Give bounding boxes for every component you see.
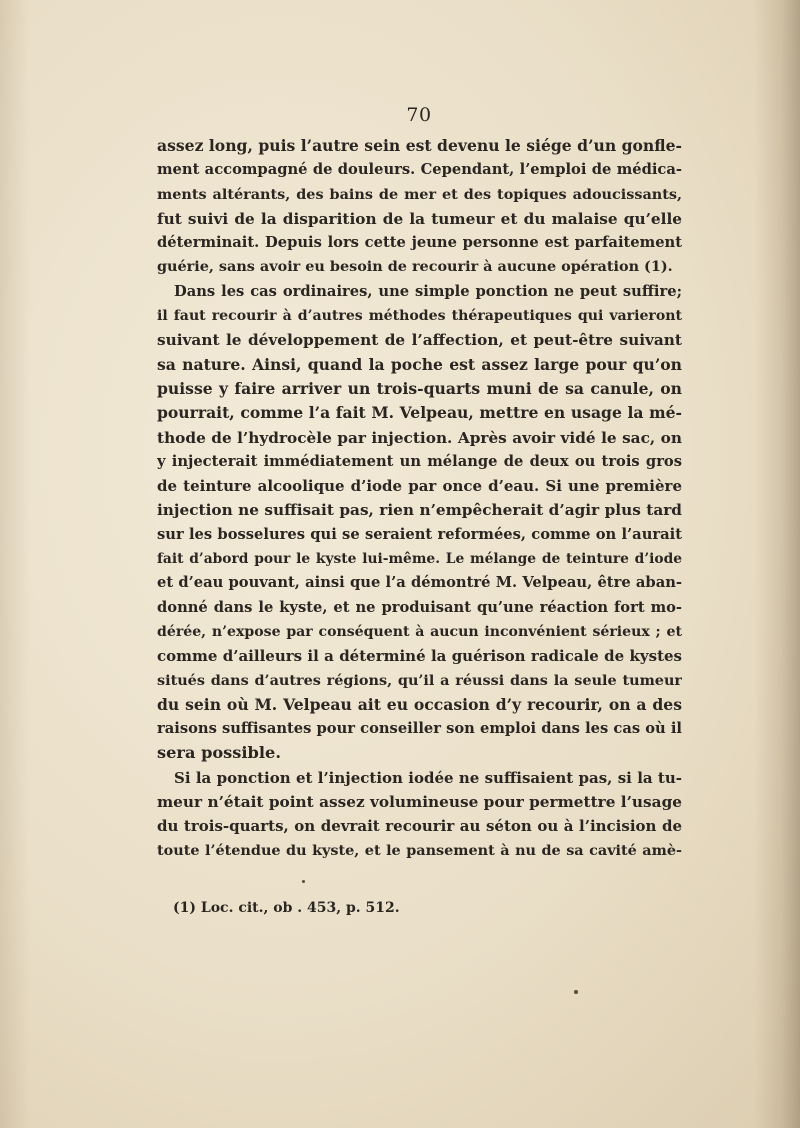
paper-speck xyxy=(302,880,305,883)
text-line: suivant le développement de l’affection, et peut-être suivant xyxy=(157,331,682,350)
text-line: assez long, puis l’autre sein est devenu le siége d’un gonfle- xyxy=(157,136,682,155)
text-line: puisse y faire arriver un trois-quarts muni de sa canule, on xyxy=(157,378,682,398)
text-line: comme d’ailleurs il a déterminé la guérison radicale de kystes xyxy=(157,647,682,666)
text-line: du trois-quarts, on devrait recourir au séton ou à l’incision de xyxy=(157,817,682,836)
text-line: guérie, sans avoir eu besoin de recourir à aucune opération (1). xyxy=(157,258,673,276)
page-number: 70 xyxy=(406,104,432,126)
text-line: et d’eau pouvant, ainsi que l’a démontré M. Velpeau, être aban- xyxy=(157,574,682,592)
text-line: sur les bosselures qui se seraient reformées, comme on l’aurait xyxy=(157,525,682,543)
text-line: du sein où M. Velpeau ait eu occasion d’y recourir, on a des xyxy=(157,694,682,714)
page-shadow-right xyxy=(754,0,800,1128)
text-line: Dans les cas ordinaires, une simple ponction ne peut suffire; xyxy=(174,282,682,300)
text-line: de teinture alcoolique d’iode par once d’eau. Si une première xyxy=(157,477,682,496)
paper-speck xyxy=(574,990,578,994)
text-line: dérée, n’expose par conséquent à aucun inconvénient sérieux ; et xyxy=(157,623,682,640)
text-line: raisons suffisantes pour conseiller son emploi dans les cas où il xyxy=(157,720,682,738)
text-line: donné dans le kyste, et ne produisant qu’une réaction fort mo- xyxy=(157,598,682,616)
text-line: déterminait. Depuis lors cette jeune personne est parfaitement xyxy=(157,234,682,252)
footnote: (1) Loc. cit., ob . 453, p. 512. xyxy=(173,900,400,916)
text-line: Si la ponction et l’injection iodée ne suffisaient pas, si la tu- xyxy=(174,768,682,787)
text-line: ment accompagné de douleurs. Cependant, l’emploi de médica- xyxy=(157,161,682,179)
text-line: y injecterait immédiatement un mélange de deux ou trois gros xyxy=(157,452,682,470)
text-line: pourrait, comme l’a fait M. Velpeau, mettre en usage la mé- xyxy=(157,403,682,423)
text-line: sera possible. xyxy=(157,743,281,763)
text-line: injection ne suffisait pas, rien n’empêcherait d’agir plus tard xyxy=(157,501,682,520)
text-line: sa nature. Ainsi, quand la poche est assez large pour qu’on xyxy=(157,354,682,374)
text-line: fait d’abord pour le kyste lui-même. Le mélange de teinture d’iode xyxy=(157,551,682,568)
text-line: meur n’était point assez volumineuse pour permettre l’usage xyxy=(157,793,682,812)
text-line: thode de l’hydrocèle par injection. Après avoir vidé le sac, on xyxy=(157,428,682,447)
text-line: situés dans d’autres régions, qu’il a réussi dans la seule tumeur xyxy=(157,671,682,689)
text-line: fut suivi de la disparition de la tumeur et du malaise qu’elle xyxy=(157,209,682,228)
page-shadow-left xyxy=(0,0,30,1128)
text-line: il faut recourir à d’autres méthodes thérapeutiques qui varieront xyxy=(157,308,682,325)
text-line: toute l’étendue du kyste, et le pansement à nu de sa cavité amè- xyxy=(157,841,682,859)
body-text xyxy=(157,134,682,863)
text-line: ments altérants, des bains de mer et des topiques adoucissants, xyxy=(157,185,682,203)
